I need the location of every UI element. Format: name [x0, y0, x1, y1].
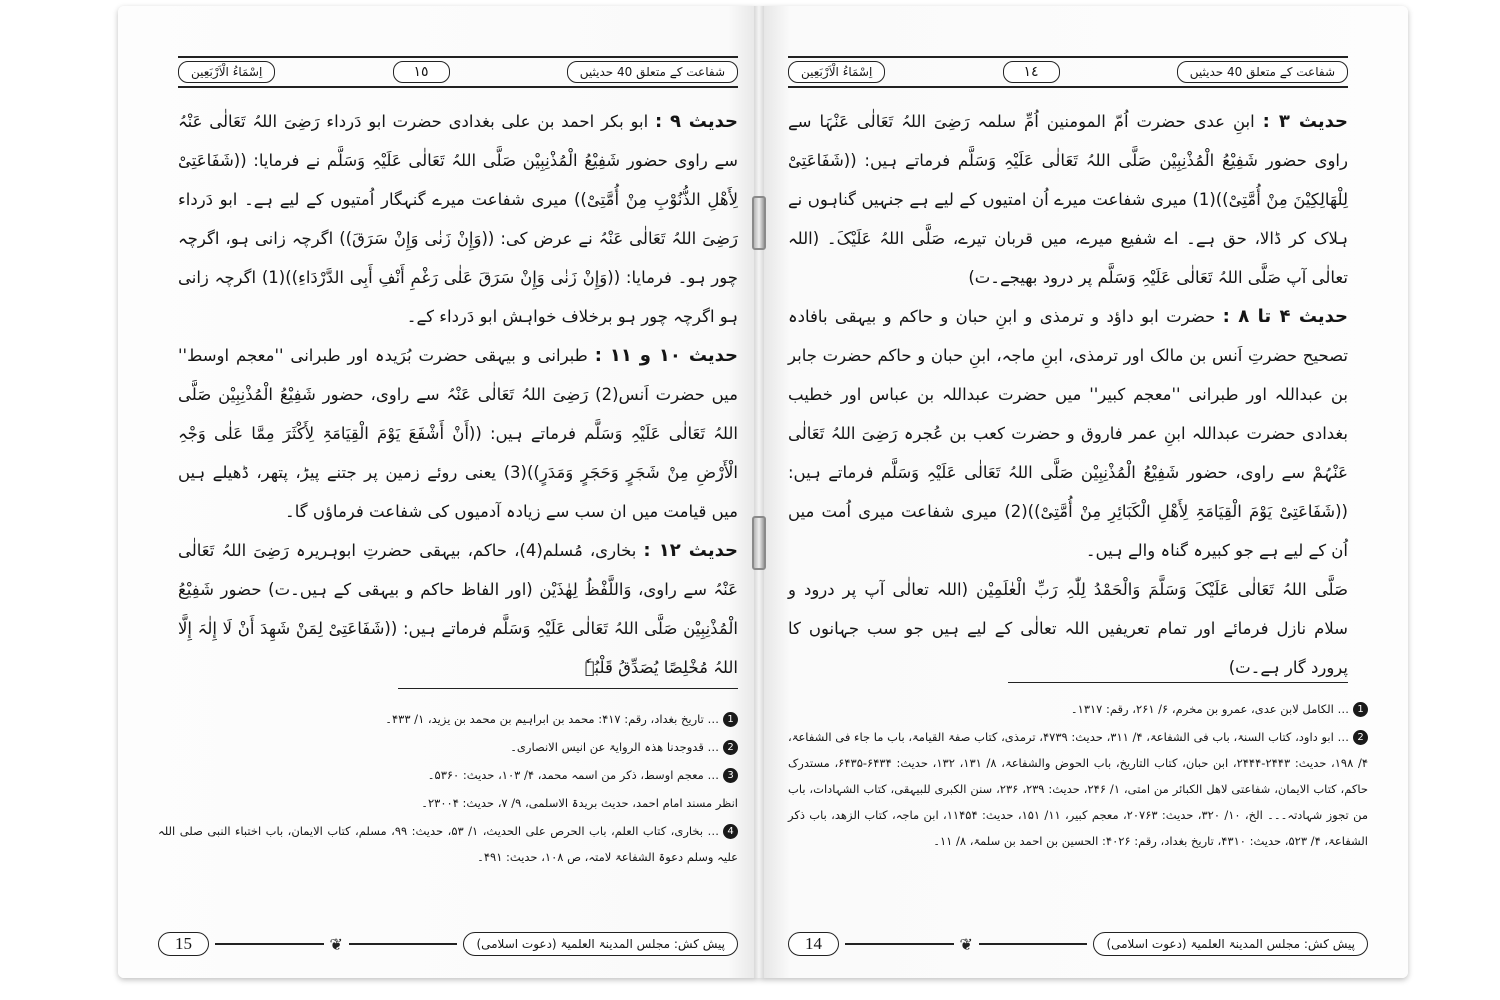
left-header-page-number: ١٥: [393, 61, 450, 83]
left-header-title: اِسْمَاءُ الْاَرْبَعِین: [178, 61, 275, 83]
footnote-text: … ابو داود، کتاب السنۃ، باب فی الشفاعۃ، ۴/ ۳۱۱، حدیث: ۴۷۳۹، ترمذی، کتاب صفۃ القیامۃ، باب ما جاء فی الشفاعۃ، ۴/ ۱۹۸، حدیث: ۲۴۴۳-۲۴۴۴، ابن حبان، کتاب التاریخ، باب الحوض والشفاعۃ، ۸/ ۱۳۱، ۱۳۲، حدیث: ۶۴۳۴-۶۴۳۵، مستدرک حاکم، کتاب الایمان، شفاعتی لاھل الکبائر من امتی، ۱/ ۲۴۶، حدیث: ۲۳۹، ۲۳۶، سنن الکبری للبیہقی، کتاب الشہادات، باب من تجوز شہادتہ۔۔۔ الخ، ۱۰/ ۳۲۰، حدیث: ۲۰۷۶۳، معجم کبیر، ۱۱/ ۱۵۱، حدیث: ۱۱۴۵۴، ابن ماجہ، کتاب الزھد، باب ذکر الشفاعۃ، ۴/ ۵۲۳، حدیث: ۴۳۱۰، تاریخ بغداد، رقم: ۴۰۲۶: الحسین بن احمد بن سلمۃ، ۸/ ۱۱۔: [788, 730, 1369, 848]
ornament-icon: ❦: [329, 934, 343, 954]
footnote-text: … بخاری، کتاب العلم، باب الحرص علی الحدیث، ۱/ ۵۳، حدیث: ۹۹، مسلم، کتاب الایمان، باب اختباء النبی صلی اللہ علیہ وسلم دعوۃ الشفاعۃ لامتہ، ص ۱۰۸، حدیث: ۴۹۱۔: [158, 824, 738, 864]
left-page-footer: [158, 931, 738, 957]
right-page-footer: [788, 931, 1368, 957]
right-header-subject: شفاعت کے متعلق 40 حدیثیں: [1177, 61, 1348, 83]
footnote-number: 2: [1353, 730, 1368, 745]
footnote: [788, 696, 1368, 722]
footnote-separator: [398, 688, 738, 689]
staple-icon: [752, 196, 766, 250]
right-closing-salutation: [788, 570, 1348, 687]
footnote: [158, 818, 738, 870]
hadith-label: حدیث ۱۲ :: [643, 540, 738, 561]
footer-divider: [349, 943, 458, 945]
open-booklet: [118, 6, 1408, 988]
hadith-text: ابو بکر احمد بن علی بغدادی حضرت ابو دَرداء رَضِیَ اللہُ تَعَالٰی عَنْہُ سے راوی حضور شَفِیْعُ الْمُذْنِبِیْن صَلَّی اللہُ تَعَالٰی عَلَیْہِ وَسَلَّم نے فرمایا: ((شَفَاعَتِیْ لِأَھْلِ الذُّنُوْبِ مِنْ أُمَّتِیْ)) میری شفاعت میرے گنہگار اُمتیوں کے لیے ہے۔ ابو دَرداء رَضِیَ اللہُ تَعَالٰی عَنْہُ نے عرض کی: ((وَإِنْ زَنٰی وَإِنْ سَرَقَ)) اگرچہ زانی ہو، اگرچہ چور ہو۔ فرمایا: ((وَإِنْ زَنٰی وَإِنْ سَرَقَ عَلٰی رَغْمِ أَنْفِ أَبِی الدَّرْدَاءِ))(1) اگرچہ زانی ہو اگرچہ چور ہو برخلاف خواہش ابو دَرداء کے۔: [178, 112, 738, 326]
footnote-number: 1: [723, 712, 738, 727]
right-footnotes: [788, 696, 1368, 856]
right-hadith-4-8: [788, 297, 1348, 570]
footnote-text: … الکامل لابن عدی، عمرو بن مخرم، ۶/ ۲۶۱، رقم: ۱۳۱۷۔: [1070, 702, 1349, 716]
left-hadith-12: [178, 531, 738, 687]
right-footer-publisher: پیش کش: مجلس المدینۃ العلمیۃ (دعوت اسلامی): [1093, 932, 1368, 956]
right-header-page-number: ١٤: [1003, 61, 1060, 83]
right-page: [760, 6, 1408, 978]
footnote: [788, 724, 1368, 854]
footnote-continuation: [158, 790, 738, 816]
footnote: [158, 706, 738, 732]
footnote-number: 2: [723, 740, 738, 755]
left-hadith-9: [178, 102, 738, 336]
footnote-text: انظر مسند امام احمد، حدیث بریدۃ الاسلمی، ۹/ ۷، حدیث: ۲۳۰۰۴۔: [421, 796, 738, 810]
footer-divider: [979, 943, 1088, 945]
ornament-icon: ❦: [959, 934, 973, 954]
salutation-text: صَلَّی اللہُ تَعَالٰی عَلَیْکَ وَسَلَّمَ وَالْحَمْدُ لِلّٰہِ رَبِّ الْعٰلَمِیْن (اللہ تعالٰی آپ پر درود و سلام نازل فرمائے اور تمام تعریفیں اللہ تعالٰی کے لیے ہیں جو سب جہانوں کا پرورد گار ہے۔ت): [788, 580, 1348, 677]
right-hadith-3: [788, 102, 1348, 297]
footnote-number: 3: [723, 768, 738, 783]
right-page-body: [788, 102, 1348, 687]
hadith-label: حدیث ۹ :: [655, 111, 738, 132]
left-header-subject: شفاعت کے متعلق 40 حدیثیں: [567, 61, 738, 83]
left-footer-page-number: 15: [158, 932, 209, 956]
hadith-label: حدیث ۱۰ و ۱۱ :: [594, 345, 739, 366]
footnote: [158, 762, 738, 788]
hadith-text: طبرانی و بیہقی حضرت بُرَیدہ اور طبرانی ''معجم اوسط'' میں حضرت اَنس(2) رَضِیَ اللہُ تَعَالٰی عَنْہُ سے راوی، حضور شَفِیْعُ الْمُذْنِبِیْن صَلَّی اللہُ تَعَالٰی عَلَیْہِ وَسَلَّم فرماتے ہیں: ((أَنْ أَشْفَعَ یَوْمَ الْقِیَامَۃِ لِأَکْثَرَ مِمَّا عَلٰی وَجْہِ الْأَرْضِ مِنْ شَجَرٍ وَحَجَرٍ وَمَدَرٍ))(3) یعنی روئے زمین پر جتنے پیڑ، پتھر، ڈھیلے ہیں میں قیامت میں ان سب سے زیادہ آدمیوں کی شفاعت فرماؤں گا۔: [178, 346, 739, 521]
footnote-number: 1: [1353, 702, 1368, 717]
staple-icon: [752, 516, 766, 570]
footnote-text: … معجم اوسط، ذکر من اسمہ محمد، ۴/ ۱۰۳، حدیث: ۵۳۶۰۔: [427, 768, 719, 782]
right-page-header: [788, 56, 1348, 88]
left-page-body: [178, 102, 738, 687]
left-footnotes: [158, 706, 738, 872]
left-page: [118, 6, 758, 978]
hadith-label: حدیث ۳ :: [1262, 111, 1348, 132]
footer-divider: [845, 943, 954, 945]
right-footer-page-number: 14: [788, 932, 839, 956]
hadith-text: بخاری، مُسلم(4)، حاکم، بیہقی حضرتِ ابوہریرہ رَضِیَ اللہُ تَعَالٰی عَنْہُ سے راوی، وَاللَّفْظُ لِھٰذَیْن (اور الفاظ حاکم و بیہقی کے ہیں۔ت) حضور شَفِیْعُ الْمُذْنِبِیْن صَلَّی اللہُ تَعَالٰی عَلَیْہِ وَسَلَّم فرماتے ہیں: ((شَفَاعَتِیْ لِمَنْ شَھِدَ أَنْ لَا إِلٰہَ إِلَّا اللہُ مُخْلِصًا یُصَدِّقُ قَلْبُہٗ: [178, 541, 738, 677]
hadith-label: حدیث ۴ تا ۸ :: [1222, 306, 1349, 327]
footnote-number: 4: [723, 824, 738, 839]
hadith-text: ابنِ عدی حضرت اُمّ المومنین اُمِّ سلمہ رَضِیَ اللہُ تَعَالٰی عَنْہَا سے راوی حضور شَفِیْعُ الْمُذْنِبِیْن صَلَّی اللہُ تَعَالٰی عَلَیْہِ وَسَلَّم فرماتے ہیں: ((شَفَاعَتِیْ لِلْھَالِکِیْنَ مِنْ أُمَّتِیْ))(1) میری شفاعت میرے اُن امتیوں کے لیے ہے جنہیں گناہوں نے ہلاک کر ڈالا، حق ہے۔ اے شفیع میرے، میں قربان تیرے، صَلَّی اللہُ عَلَیْکَ۔ (اللہ تعالٰی آپ صَلَّی اللہُ تَعَالٰی عَلَیْہِ وَسَلَّم پر درود بھیجے۔ت): [788, 112, 1348, 287]
right-header-title: اِسْمَاءُ الْاَرْبَعِین: [788, 61, 885, 83]
book-spine: [754, 6, 764, 978]
left-footer-publisher: پیش کش: مجلس المدینۃ العلمیۃ (دعوت اسلامی): [463, 932, 738, 956]
footnote-separator: [1008, 682, 1348, 683]
left-page-header: [178, 56, 738, 88]
left-hadith-10-11: [178, 336, 738, 531]
footer-divider: [215, 943, 324, 945]
footnote-text: … قدوجدنا ھذہ الروایۃ عن انیس الانصاری۔: [510, 740, 719, 754]
footnote: [158, 734, 738, 760]
hadith-text: حضرت ابو داؤد و ترمذی و ابنِ حبان و حاکم و بیہقی بافادہ تصحیح حضرتِ اَنس بن مالک اور ترمذی، ابنِ ماجہ، ابنِ حبان و حاکم حضرت جابر بن عبداللہ اور طبرانی ''معجم کبیر'' میں حضرت عبداللہ بن عباس اور خطیب بغدادی حضرت عبداللہ ابنِ عمر فاروق و حضرت کعب بن عُجرہ رَضِیَ اللہُ تَعَالٰی عَنْہُمْ سے راوی، حضور شَفِیْعُ الْمُذْنِبِیْن صَلَّی اللہُ تَعَالٰی عَلَیْہِ وَسَلَّم فرماتے ہیں: ((شَفَاعَتِیْ یَوْمَ الْقِیَامَۃِ لِأَھْلِ الْکَبَائِرِ مِنْ أُمَّتِیْ))(2) میری شفاعت میری اُمت میں اُن کے لیے ہے جو کبیرہ گناہ والے ہیں۔: [788, 307, 1348, 560]
footnote-text: … تاریخ بغداد، رقم: ۴۱۷: محمد بن ابراہیم بن محمد بن یزید، ۱/ ۴۳۳۔: [385, 712, 719, 726]
